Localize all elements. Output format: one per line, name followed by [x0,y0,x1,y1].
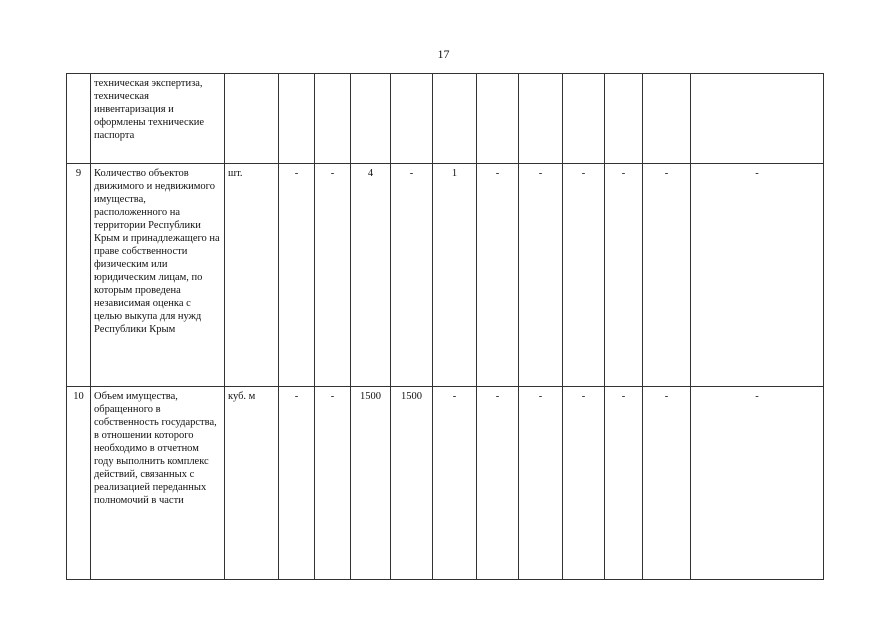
table-row [67,164,824,387]
value-cell: - [433,387,477,580]
value-cell [279,74,315,164]
value-cell: - [691,164,824,387]
value-cell: - [477,164,519,387]
unit-cell: шт. [225,164,279,387]
value-cell: 1 [433,164,477,387]
indicator-name: Объем имущества, обращенного в собственность государства, в отношении которого необходимо в отчетном году выполнить комплекс действий, связанных с реализацией переданных полномочий в части [91,387,225,580]
table-row [67,74,824,164]
value-cell: 1500 [391,387,433,580]
value-cell: - [605,387,643,580]
value-cell [315,74,351,164]
value-cell: - [563,164,605,387]
value-cell: - [315,387,351,580]
value-cell [391,74,433,164]
value-cell: - [691,387,824,580]
indicator-name: Количество объектов движимого и недвижимого имущества, расположенного на территории Республики Крым и принадлежащего на праве собственности физическим или юридическим лицам, по которым проведена независимая оценка с целью выкупа для нужд Республики Крым [91,164,225,387]
report-table [66,73,824,580]
value-cell: - [391,164,433,387]
row-number [67,74,91,164]
value-cell: - [643,164,691,387]
value-cell: - [519,164,563,387]
value-cell [433,74,477,164]
value-cell [519,74,563,164]
value-cell [691,74,824,164]
value-cell [351,74,391,164]
value-cell [643,74,691,164]
value-cell: - [315,164,351,387]
row-number: 10 [67,387,91,580]
value-cell [563,74,605,164]
indicator-name: техническая экспертиза, техническая инвентаризация и оформлены технические паспорта [91,74,225,164]
value-cell: - [279,164,315,387]
value-cell: - [279,387,315,580]
value-cell: - [519,387,563,580]
value-cell: - [563,387,605,580]
table-row [67,387,824,580]
unit-cell [225,74,279,164]
value-cell: 4 [351,164,391,387]
page-number: 17 [437,47,450,61]
value-cell [605,74,643,164]
value-cell: 1500 [351,387,391,580]
value-cell: - [643,387,691,580]
value-cell: - [477,387,519,580]
value-cell: - [605,164,643,387]
unit-cell: куб. м [225,387,279,580]
row-number: 9 [67,164,91,387]
value-cell [477,74,519,164]
